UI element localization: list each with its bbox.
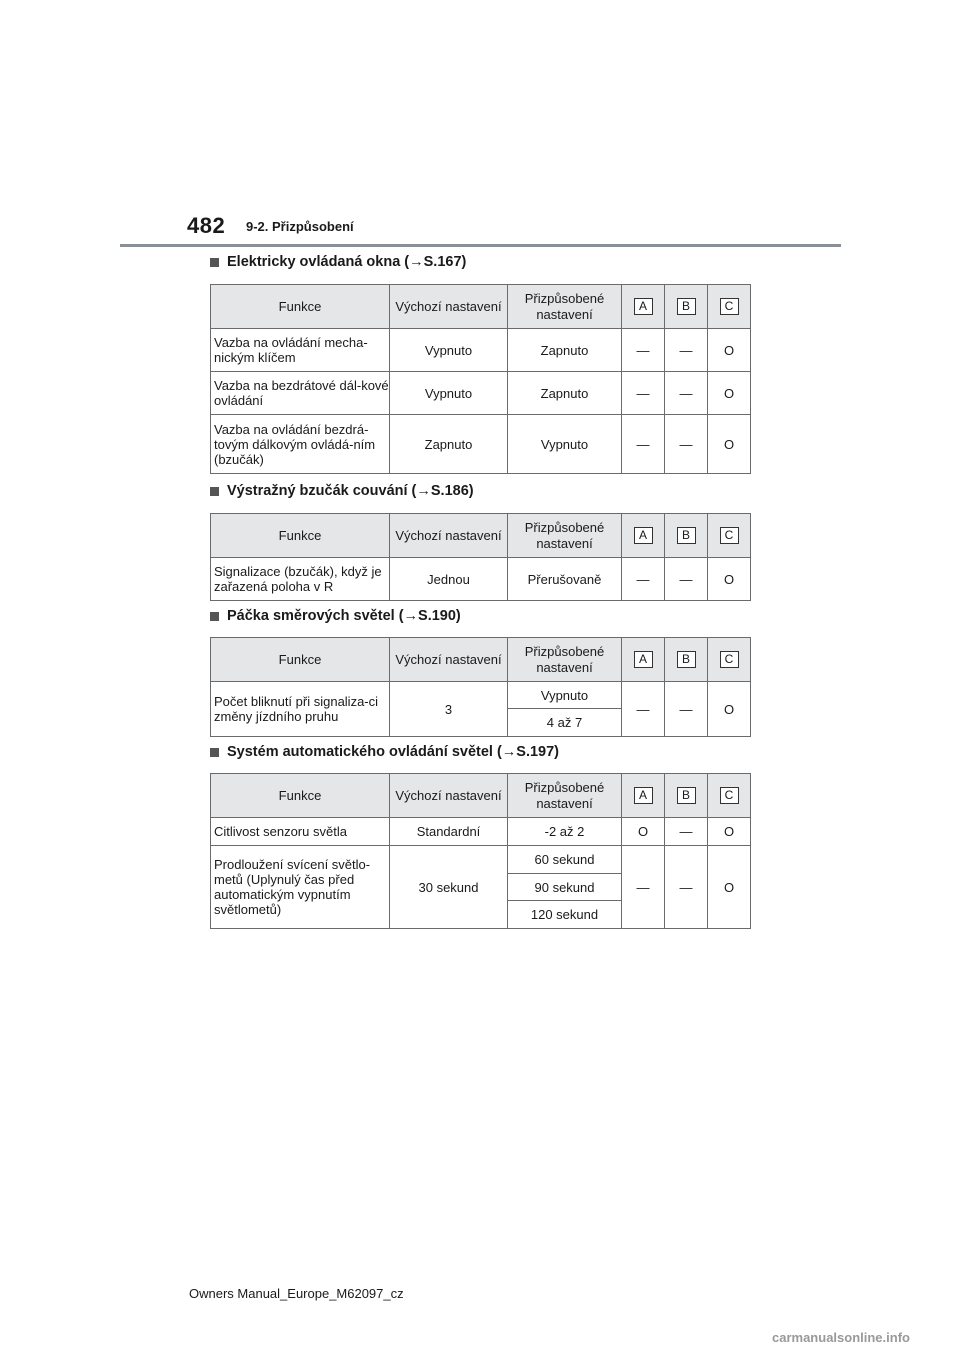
column-b-label: B (677, 651, 696, 668)
table-power-windows (210, 284, 751, 474)
cell-c: O (708, 558, 751, 601)
section-heading-auto-lights (210, 744, 559, 760)
cell-c: O (708, 415, 751, 474)
cell-default: Standardní (390, 818, 508, 846)
cell-a: — (622, 372, 665, 415)
cell-func: Citlivost senzoru světla (211, 818, 390, 846)
cell-b: — (665, 818, 708, 846)
col-header-func: Funkce (211, 285, 390, 329)
col-header-b (665, 285, 708, 329)
cell-custom: -2 až 2 (508, 818, 622, 846)
bullet-square-icon (210, 487, 219, 496)
cell-c: O (708, 818, 751, 846)
cell-default: Vypnuto (390, 372, 508, 415)
table-row (211, 682, 751, 709)
col-header-a (622, 514, 665, 558)
bullet-square-icon (210, 612, 219, 621)
column-c-label: C (720, 651, 739, 668)
cell-c: O (708, 846, 751, 929)
col-header-custom: Přizpůsobené nastavení (508, 638, 622, 682)
cell-b: — (665, 329, 708, 372)
table-row (211, 818, 751, 846)
cell-func: Vazba na ovládání mecha-nickým klíčem (211, 329, 390, 372)
col-header-a (622, 638, 665, 682)
section-heading-text: Výstražný bzučák couvání (→S.186) (227, 483, 474, 499)
col-header-b (665, 514, 708, 558)
cell-func: Vazba na ovládání bezdrá-tovým dálkovým ovládá-ním (bzučák) (211, 415, 390, 474)
col-header-default: Výchozí nastavení (390, 774, 508, 818)
cell-b: — (665, 415, 708, 474)
table-row (211, 415, 751, 474)
column-a-label: A (634, 298, 653, 315)
cell-custom: Vypnuto (508, 682, 622, 709)
column-b-label: B (677, 298, 696, 315)
cell-b: — (665, 558, 708, 601)
col-header-func: Funkce (211, 774, 390, 818)
cell-default: Zapnuto (390, 415, 508, 474)
section-heading-power-windows (210, 254, 466, 270)
section-heading-reverse-buzzer (210, 483, 474, 499)
column-b-label: B (677, 527, 696, 544)
col-header-custom: Přizpůsobené nastavení (508, 774, 622, 818)
table-header-row (211, 774, 751, 818)
cell-func: Prodloužení svícení světlo-metů (Uplynulý čas před automatickým vypnutím světlometů) (211, 846, 390, 929)
cell-custom: 60 sekund (508, 846, 622, 874)
cell-a: — (622, 415, 665, 474)
cell-custom: 90 sekund (508, 874, 622, 901)
cell-a: — (622, 846, 665, 929)
col-header-custom: Přizpůsobené nastavení (508, 514, 622, 558)
col-header-c (708, 514, 751, 558)
col-header-c (708, 285, 751, 329)
column-a-label: A (634, 651, 653, 668)
cell-b: — (665, 682, 708, 737)
table-row (211, 558, 751, 601)
table-row (211, 329, 751, 372)
col-header-c (708, 774, 751, 818)
col-header-default: Výchozí nastavení (390, 514, 508, 558)
cell-default: Vypnuto (390, 329, 508, 372)
cell-func: Signalizace (bzučák), když je zařazená poloha v R (211, 558, 390, 601)
cell-b: — (665, 846, 708, 929)
column-b-label: B (677, 787, 696, 804)
cell-custom: 4 až 7 (508, 709, 622, 737)
col-header-c (708, 638, 751, 682)
cell-c: O (708, 682, 751, 737)
column-c-label: C (720, 298, 739, 315)
cell-custom: Zapnuto (508, 372, 622, 415)
footer-manual-id: Owners Manual_Europe_M62097_cz (189, 1286, 404, 1301)
cell-c: O (708, 329, 751, 372)
cell-func: Počet bliknutí při signaliza-ci změny jízdního pruhu (211, 682, 390, 737)
cell-custom: Přerušovaně (508, 558, 622, 601)
table-row (211, 372, 751, 415)
cell-a: — (622, 329, 665, 372)
header-rule (120, 244, 841, 247)
table-header-row (211, 285, 751, 329)
col-header-b (665, 638, 708, 682)
cell-a: O (622, 818, 665, 846)
col-header-default: Výchozí nastavení (390, 285, 508, 329)
col-header-func: Funkce (211, 514, 390, 558)
col-header-func: Funkce (211, 638, 390, 682)
cell-custom: Zapnuto (508, 329, 622, 372)
chapter-title: 9-2. Přizpůsobení (246, 219, 354, 234)
column-a-label: A (634, 527, 653, 544)
section-heading-text: Páčka směrových světel (→S.190) (227, 608, 461, 624)
col-header-custom: Přizpůsobené nastavení (508, 285, 622, 329)
table-row (211, 846, 751, 874)
col-header-default: Výchozí nastavení (390, 638, 508, 682)
section-heading-text: Systém automatického ovládání světel (→S.197) (227, 744, 560, 760)
col-header-a (622, 774, 665, 818)
cell-b: — (665, 372, 708, 415)
column-c-label: C (720, 527, 739, 544)
bullet-square-icon (210, 748, 219, 757)
table-header-row (211, 638, 751, 682)
cell-a: — (622, 682, 665, 737)
cell-a: — (622, 558, 665, 601)
bullet-square-icon (210, 258, 219, 267)
table-reverse-buzzer (210, 513, 751, 601)
table-header-row (211, 514, 751, 558)
cell-default: 30 sekund (390, 846, 508, 929)
cell-default: 3 (390, 682, 508, 737)
cell-func: Vazba na bezdrátové dál-kové ovládání (211, 372, 390, 415)
col-header-a (622, 285, 665, 329)
table-auto-lights (210, 773, 751, 929)
cell-c: O (708, 372, 751, 415)
table-turn-signal (210, 637, 751, 737)
cell-default: Jednou (390, 558, 508, 601)
cell-custom: Vypnuto (508, 415, 622, 474)
section-heading-turn-signal (210, 608, 461, 624)
section-heading-text: Elektricky ovládaná okna (→S.167) (227, 254, 467, 270)
col-header-b (665, 774, 708, 818)
page-number: 482 (187, 213, 226, 238)
column-a-label: A (634, 787, 653, 804)
column-c-label: C (720, 787, 739, 804)
watermark: carmanualsonline.info (772, 1330, 910, 1345)
cell-custom: 120 sekund (508, 901, 622, 929)
